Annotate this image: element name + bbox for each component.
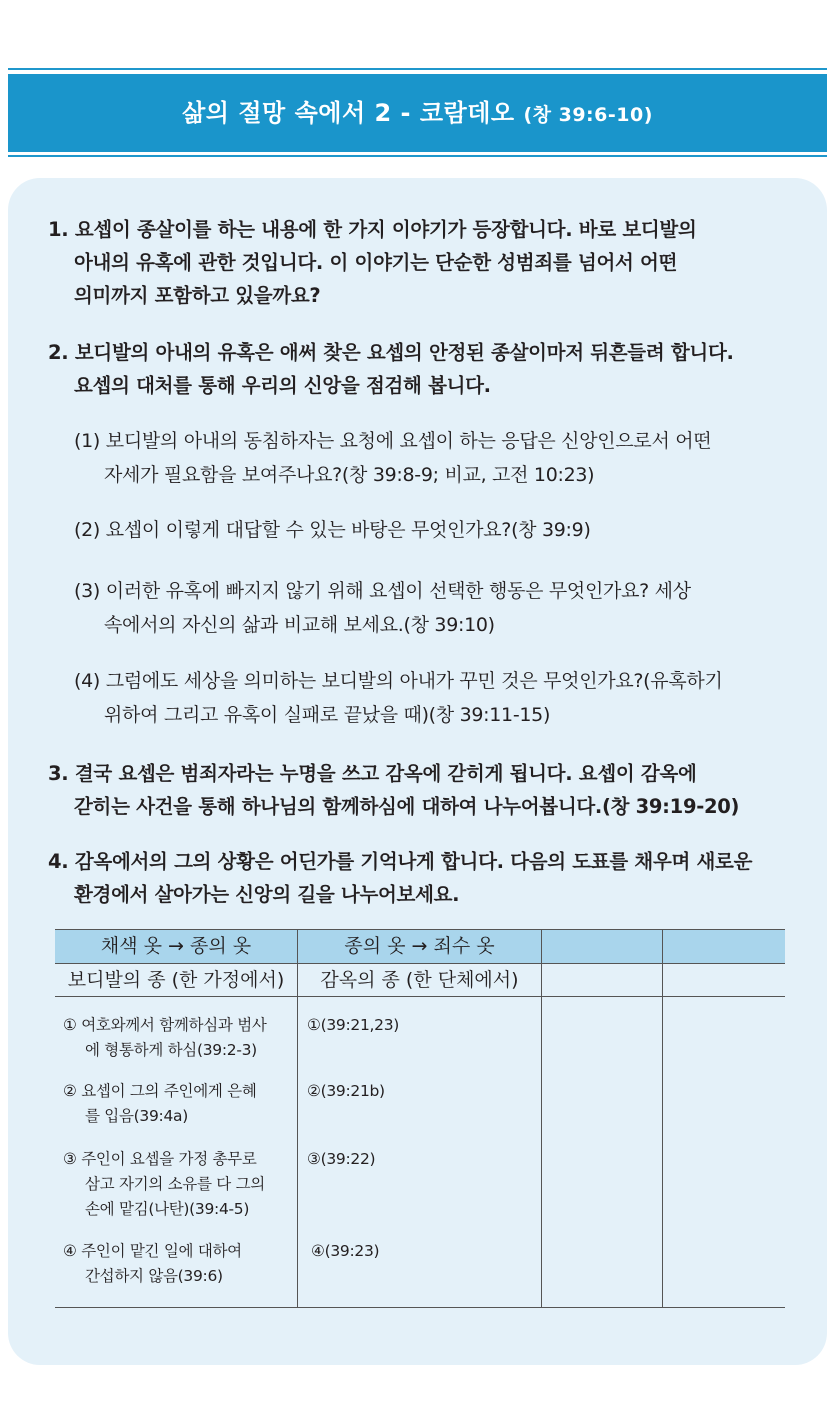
question-line: 요셉의 대처를 통해 우리의 신앙을 점검해 봅니다. [74, 374, 491, 397]
table-cell-right: ④(39:23) [311, 1242, 380, 1260]
table-cell-left [63, 1013, 293, 1063]
bottom-rule [8, 155, 827, 157]
sub-question-2 [74, 513, 788, 547]
comparison-table [55, 929, 785, 1309]
cell-line: ③ 주인이 요셉을 가정 총무로 [63, 1150, 257, 1168]
page-title: 삶의 절망 속에서 2 - 코람데오 [182, 99, 515, 127]
sub-question-line: 그럼에도 세상을 의미하는 보디발의 아내가 꾸민 것은 무엇인가요?(유혹하기 [105, 670, 723, 692]
sub-question-line: 속에서의 자신의 삶과 비교해 보세요.(창 39:10) [104, 614, 495, 636]
table-rule [55, 1307, 785, 1308]
question-line: 의미까지 포함하고 있을까요? [74, 284, 321, 307]
sub-question-line: 자세가 필요함을 보여주나요?(창 39:8-9; 비교, 고전 10:23) [104, 464, 595, 486]
table-column-divider [541, 929, 542, 1308]
question-1 [48, 213, 788, 312]
question-number: 2. [48, 341, 69, 364]
question-2 [48, 336, 788, 402]
question-line: 결국 요셉은 범죄자라는 누명을 쓰고 감옥에 갇히게 됩니다. 요셉이 감옥에 [74, 762, 697, 785]
table-header-cell: 종의 옷 → 죄수 옷 [344, 935, 495, 957]
cell-line: 를 입음(39:4a) [85, 1107, 188, 1125]
sub-question-line: 보디발의 아내의 동침하자는 요청에 요셉이 하는 응답은 신앙인으로서 어떤 [105, 430, 712, 452]
table-cell-right: ①(39:21,23) [307, 1016, 400, 1034]
table-cell-left [63, 1147, 293, 1222]
table-header-cell: 채색 옷 → 종의 옷 [100, 935, 252, 957]
sub-question-label: (1) [74, 430, 101, 452]
sub-question-label: (4) [74, 670, 101, 692]
question-number: 3. [48, 762, 69, 785]
top-rule [8, 68, 827, 70]
sub-question-line: 요셉이 이렇게 대답할 수 있는 바탕은 무엇인가요?(창 39:9) [105, 519, 591, 541]
table-subheader-cell: 보디발의 종 (한 가정에서) [67, 969, 285, 991]
title-banner [8, 74, 827, 152]
question-line: 보디발의 아내의 유혹은 애써 찾은 요셉의 안정된 종살이마저 뒤흔들려 합니다. [74, 341, 734, 364]
question-line: 갇히는 사건을 통해 하나님의 함께하심에 대하여 나누어봅니다.(창 39:19-20) [74, 795, 740, 818]
question-line: 아내의 유혹에 관한 것입니다. 이 이야기는 단순한 성범죄를 넘어서 어떤 [74, 251, 678, 274]
question-line: 환경에서 살아가는 신앙의 길을 나누어보세요. [74, 883, 460, 906]
sub-question-line: 이러한 유혹에 빠지지 않기 위해 요셉이 선택한 행동은 무엇인가요? 세상 [105, 580, 691, 602]
table-cell-right: ②(39:21b) [307, 1082, 385, 1100]
sub-question-line: 위하여 그리고 유혹이 실패로 끝났을 때)(창 39:11-15) [104, 704, 551, 726]
question-3 [48, 757, 788, 823]
table-column-divider [662, 929, 663, 1308]
cell-line: 손에 맡김(나탄)(39:4-5) [85, 1200, 250, 1218]
question-number: 1. [48, 218, 69, 241]
scripture-reference: (창 39:6-10) [523, 104, 653, 126]
cell-line: ④ 주인이 맡긴 일에 대하여 [63, 1242, 242, 1260]
question-line: 요셉이 종살이를 하는 내용에 한 가지 이야기가 등장합니다. 바로 보디발의 [74, 218, 697, 241]
cell-line: 삼고 자기의 소유를 다 그의 [85, 1175, 265, 1193]
sub-question-label: (2) [74, 519, 101, 541]
cell-line: 에 형통하게 하심(39:2-3) [85, 1041, 257, 1059]
sub-question-label: (3) [74, 580, 101, 602]
sub-question-3 [74, 574, 788, 642]
question-4 [48, 845, 788, 911]
table-cell-left [63, 1079, 293, 1129]
table-cell-right: ③(39:22) [307, 1150, 376, 1168]
question-number: 4. [48, 850, 69, 873]
table-cell-left [63, 1239, 293, 1289]
cell-line: ① 여호와께서 함께하심과 범사 [63, 1016, 267, 1034]
cell-line: ② 요셉이 그의 주인에게 은혜 [63, 1082, 257, 1100]
cell-line: 간섭하지 않음(39:6) [85, 1267, 223, 1285]
table-subheader-cell: 감옥의 종 (한 단체에서) [320, 969, 519, 991]
sub-question-4 [74, 664, 788, 732]
sub-question-1 [74, 424, 788, 492]
question-line: 감옥에서의 그의 상황은 어딘가를 기억나게 합니다. 다음의 도표를 채우며 새로운 [74, 850, 753, 873]
